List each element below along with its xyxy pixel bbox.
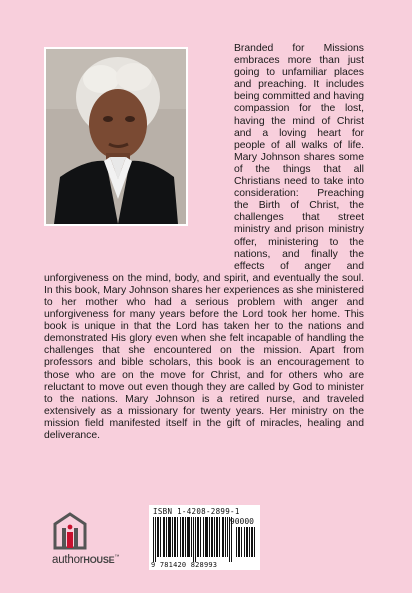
publisher-name-house: HOUSE (83, 555, 115, 565)
isbn-barcode (149, 505, 260, 570)
blurb-text: Branded for Missions embraces more than just going to unfamiliar places and preaching. It includes being committed and having compassion for the lost, having the mind of Christ and a loving heart for people of all walks of life. Mary Johnson shares some of the things that all Christians need to take into consideration: Preaching the Birth of Christ, the challenges that street ministry and prison ministry offer, ministering to the nations, and finally the effects of anger and unforgiveness on the mind, body, and spirit, and eventually the soul. In this book, Mary Johnson shares her experiences as she ministered to her mother who had a serious problem with anger and unforgiveness for many years before the Lord took her home. This book is unique in that the Lord has taken her to the nations and demonstrated His glory even when she felt incapable of handling the challenges that she encountered on the mission. Apart from professors and bible scholars, this book is an encouragement to those who are on the move for Christ, and for others who are reluctant to move out even though they are called by God to minister to the nations. Mary Johnson is a retired nurse, and traveled extensively as a missionary for twenty years. Her ministry on the mission field manifested itself in the gift of miracles, healing and deliverance. (44, 43, 364, 441)
house-icon (52, 512, 88, 550)
isbn-label: ISBN 1-4208-2899-1 (153, 507, 240, 516)
ean-digits: 9 781420 828993 (151, 561, 218, 569)
publisher-name (52, 554, 119, 566)
price-code: 90000 (229, 517, 254, 526)
authorhouse-logo (52, 512, 132, 567)
publisher-name-author: author (52, 554, 84, 566)
trademark-symbol: ™ (114, 554, 120, 561)
